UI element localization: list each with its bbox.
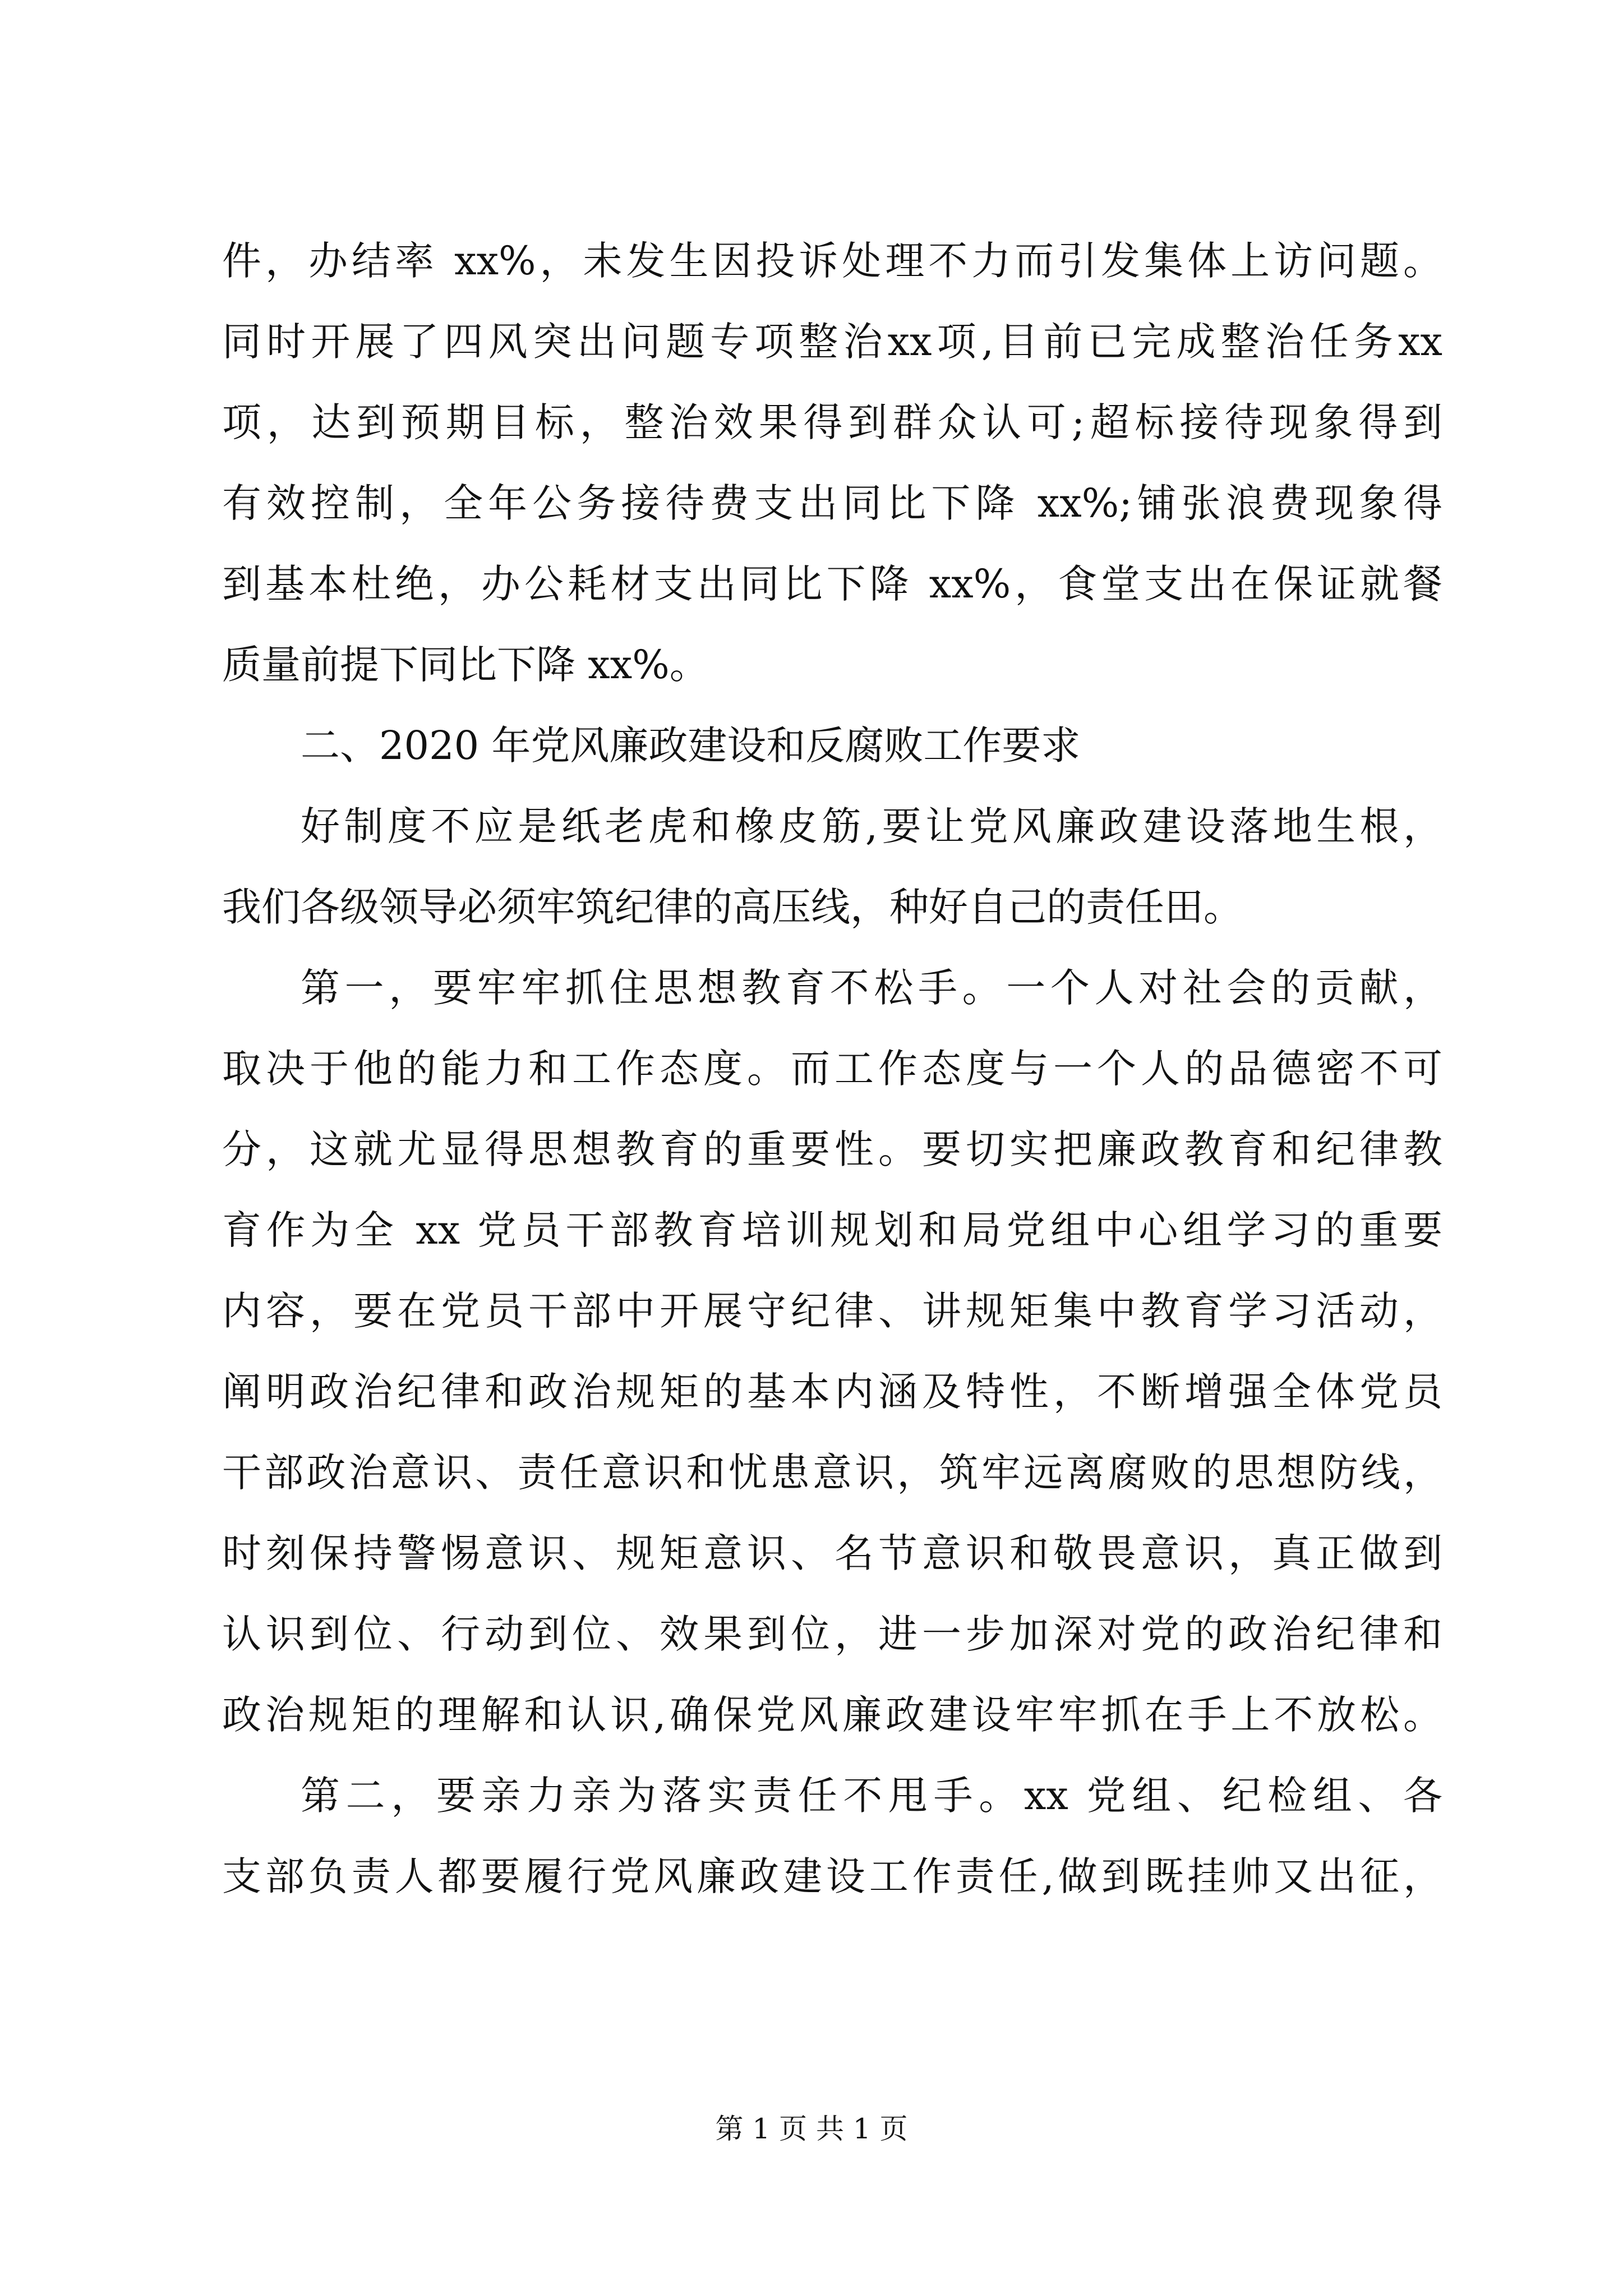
body-line: 质量前提下同比下降 xx%。 — [222, 642, 709, 688]
body-line: 我们各级领导必须牢筑纪律的高压线，种好自己的责任田。 — [222, 884, 1243, 930]
body-line: 分，这就尤显得思想教育的重要性。要切实把廉政教育和纪律教 — [222, 1126, 1442, 1172]
body-line: 同时开展了四风突出问题专项整治xx项,目前已完成整治任务xx — [222, 319, 1442, 365]
section-heading: 二、2020 年党风廉政建设和反腐败工作要求 — [301, 723, 1081, 769]
body-line: 第二，要亲力亲为落实责任不甩手。xx 党组、纪检组、各 — [301, 1773, 1442, 1819]
body-line: 件，办结率 xx%，未发生因投诉处理不力而引发集体上访问题。 — [222, 238, 1442, 284]
body-line: 干部政治意识、责任意识和忧患意识，筑牢远离腐败的思想防线， — [222, 1450, 1442, 1496]
body-line: 有效控制，全年公务接待费支出同比下降 xx%;铺张浪费现象得 — [222, 480, 1442, 526]
body-line: 内容，要在党员干部中开展守纪律、讲规矩集中教育学习活动， — [222, 1288, 1442, 1334]
body-line: 项，达到预期目标，整治效果得到群众认可;超标接待现象得到 — [222, 399, 1442, 445]
body-line: 阐明政治纪律和政治规矩的基本内涵及特性，不断增强全体党员 — [222, 1369, 1442, 1415]
body-line: 第一，要牢牢抓住思想教育不松手。一个人对社会的贡献， — [301, 965, 1442, 1011]
body-line: 时刻保持警惕意识、规矩意识、名节意识和敬畏意识，真正做到 — [222, 1530, 1442, 1576]
body-line: 支部负责人都要履行党风廉政建设工作责任,做到既挂帅又出征， — [222, 1853, 1442, 1899]
body-line: 好制度不应是纸老虎和橡皮筋,要让党风廉政建设落地生根， — [301, 803, 1442, 849]
page-footer: 第 1 页 共 1 页 — [715, 2113, 908, 2145]
body-line: 到基本杜绝，办公耗材支出同比下降 xx%，食堂支出在保证就餐 — [222, 561, 1442, 607]
body-line: 育作为全 xx 党员干部教育培训规划和局党组中心组学习的重要 — [222, 1207, 1442, 1253]
body-line: 认识到位、行动到位、效果到位，进一步加深对党的政治纪律和 — [222, 1611, 1442, 1657]
body-line: 政治规矩的理解和认识,确保党风廉政建设牢牢抓在手上不放松。 — [222, 1692, 1442, 1738]
body-line: 取决于他的能力和工作态度。而工作态度与一个人的品德密不可 — [222, 1046, 1442, 1092]
